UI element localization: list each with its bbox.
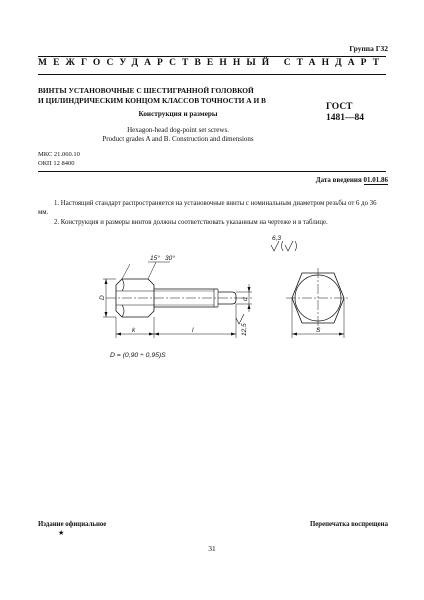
angle-15-label: 15° bbox=[150, 255, 160, 262]
dim-k-label: k bbox=[132, 327, 136, 334]
english-title-line-1: Hexagon-head dog-point set screws. bbox=[127, 126, 229, 134]
english-title-line-2: Product grades A and B. Construction and dimensions bbox=[102, 135, 254, 143]
paragraph-2: 2. Конструкция и размеры винтов должны соответствовать указанным на чертеже и в таблице. bbox=[54, 219, 328, 226]
dim-S-label: S bbox=[316, 327, 321, 334]
mks-code: МКС 21.060.10 bbox=[38, 151, 80, 158]
dim-D-label: D bbox=[99, 295, 106, 300]
interstate-standard-banner: МЕЖГОСУДАРСТВЕННЫЙ СТАНДАРТ bbox=[38, 58, 386, 68]
title-line-1: ВИНТЫ УСТАНОВОЧНЫЕ С ШЕСТИГРАННОЙ ГОЛОВКОЙ bbox=[38, 86, 254, 95]
gost-number: 1481—84 bbox=[326, 113, 364, 123]
dim-d-label: d bbox=[242, 297, 249, 301]
formula: D = (0,90 ÷ 0,95)S bbox=[110, 352, 166, 359]
roughness-value: 12,5 bbox=[241, 323, 248, 336]
gost-label: ГОСТ bbox=[326, 102, 353, 112]
paragraph-1: 1. Настоящий стандарт распространяется на установочные винты с номинальным диаметром резьбы от 6 до 36 мм. bbox=[38, 200, 377, 216]
dim-l-label: l bbox=[192, 327, 194, 334]
okp-code: ОКП 12 8400 bbox=[38, 159, 75, 167]
star-icon: ★ bbox=[58, 529, 65, 537]
title-line-2: И ЦИЛИНДРИЧЕСКИМ КОНЦОМ КЛАССОВ ТОЧНОСТИ А И В bbox=[38, 96, 266, 105]
angle-30-label: 30° bbox=[165, 255, 175, 262]
group-code: Группа Г32 bbox=[349, 44, 388, 53]
official-edition: Издание официальное bbox=[38, 521, 107, 528]
date-value: 01.01.86 bbox=[363, 176, 388, 184]
page-number: 31 bbox=[208, 544, 216, 553]
date-label: Дата введения bbox=[315, 176, 362, 184]
roughness-symbol bbox=[271, 241, 279, 251]
reprint-prohibited: Перепечатка воспрещена bbox=[310, 521, 388, 528]
roughness-top-value: 6,3 bbox=[272, 235, 282, 242]
subtitle: Конструкция и размеры bbox=[138, 110, 218, 118]
